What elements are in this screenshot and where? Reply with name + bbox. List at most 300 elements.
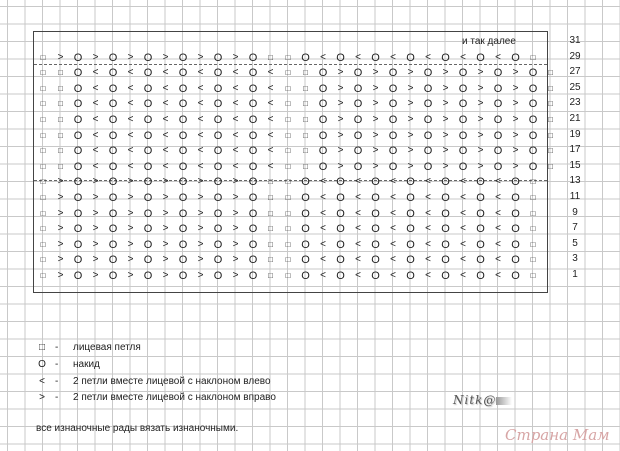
knit-stitch-symbol: □ xyxy=(58,146,63,156)
decrease-left-symbol: < xyxy=(425,51,431,63)
yarn-over-symbol: O xyxy=(248,98,258,111)
yarn-over-symbol: O xyxy=(143,82,153,95)
decrease-right-symbol: > xyxy=(337,129,344,141)
yarn-over-symbol: O xyxy=(528,67,538,80)
decrease-right-symbol: > xyxy=(512,145,519,157)
yarn-over-symbol: O xyxy=(388,160,398,173)
knit-stitch-symbol: □ xyxy=(303,130,308,140)
decrease-right-symbol: > xyxy=(197,270,204,281)
yarn-over-symbol: O xyxy=(248,192,258,204)
knit-stitch-symbol: □ xyxy=(530,177,536,187)
yarn-over-symbol: O xyxy=(406,207,415,220)
decrease-right-symbol: > xyxy=(337,145,344,157)
decrease-right-symbol: > xyxy=(162,223,169,235)
yarn-over-symbol: O xyxy=(178,51,188,64)
knit-stitch-symbol: □ xyxy=(530,255,536,265)
row-number: 5 xyxy=(572,237,578,249)
decrease-left-symbol: < xyxy=(267,82,274,94)
legend-description: лицевая петля xyxy=(73,342,141,353)
row-number: 13 xyxy=(569,175,581,187)
yarn-over-symbol: O xyxy=(108,238,118,251)
knit-stitch-symbol: □ xyxy=(40,52,46,62)
yarn-over-symbol: O xyxy=(143,270,153,282)
yarn-over-symbol: O xyxy=(423,145,433,158)
yarn-over-symbol: O xyxy=(441,254,450,267)
yarn-over-symbol: O xyxy=(336,207,345,220)
yarn-over-symbol: O xyxy=(178,238,188,251)
yarn-over-symbol: O xyxy=(213,51,223,64)
decrease-left-symbol: < xyxy=(92,145,99,157)
knit-stitch-symbol: □ xyxy=(268,271,273,280)
decrease-left-symbol: < xyxy=(355,51,361,63)
yarn-over-symbol: O xyxy=(108,98,118,111)
decrease-left-symbol: < xyxy=(320,51,326,63)
decrease-right-symbol: > xyxy=(197,192,204,203)
yarn-over-symbol: O xyxy=(511,223,520,236)
decrease-left-symbol: < xyxy=(232,114,239,125)
decrease-left-symbol: < xyxy=(425,207,431,219)
yarn-over-symbol: O xyxy=(423,114,433,126)
yarn-over-symbol: O xyxy=(318,67,328,80)
decrease-right-symbol: > xyxy=(127,176,134,188)
decrease-right-symbol: > xyxy=(92,238,99,250)
yarn-over-symbol: O xyxy=(406,238,415,251)
yarn-over-symbol: O xyxy=(213,223,223,236)
yarn-over-symbol: O xyxy=(248,270,258,282)
decrease-left-symbol: < xyxy=(162,67,169,79)
decrease-right-symbol: > xyxy=(127,207,134,219)
knit-stitch-symbol: □ xyxy=(40,130,46,140)
legend-dash: - xyxy=(55,392,59,403)
yarn-over-symbol: O xyxy=(493,82,503,95)
yarn-over-symbol: O xyxy=(213,207,223,220)
yarn-over-symbol: O xyxy=(441,270,450,282)
decrease-left-symbol: < xyxy=(355,207,361,219)
knit-stitch-symbol: □ xyxy=(58,115,63,124)
knit-stitch-symbol: □ xyxy=(303,161,308,171)
row-number: 15 xyxy=(569,159,581,171)
decrease-right-symbol: > xyxy=(442,160,449,172)
yarn-over-symbol: O xyxy=(371,223,380,236)
yarn-over-symbol: O xyxy=(441,192,450,204)
yarn-over-symbol: O xyxy=(301,176,310,189)
knit-stitch-symbol: □ xyxy=(548,99,553,109)
yarn-over-symbol: O xyxy=(423,82,433,95)
knit-stitch-symbol: □ xyxy=(268,255,273,265)
yarn-over-symbol: O xyxy=(73,238,83,251)
yarn-over-symbol: O xyxy=(143,160,153,173)
yarn-over-symbol: O xyxy=(248,145,258,158)
yarn-over-symbol: O xyxy=(73,114,83,126)
decrease-left-symbol: < xyxy=(425,270,431,281)
knit-stitch-symbol: □ xyxy=(303,99,308,109)
yarn-over-symbol: O xyxy=(178,192,188,204)
knit-stitch-symbol: □ xyxy=(303,83,308,93)
decrease-right-symbol: > xyxy=(57,176,64,188)
decrease-left-symbol: < xyxy=(390,254,396,266)
knit-stitch-symbol: □ xyxy=(40,239,46,249)
yarn-over-symbol: O xyxy=(511,270,520,282)
decrease-left-symbol: < xyxy=(390,238,396,250)
yarn-over-symbol: O xyxy=(511,192,520,204)
knit-stitch-symbol: □ xyxy=(40,271,46,280)
yarn-over-symbol: O xyxy=(108,114,118,126)
decrease-right-symbol: > xyxy=(407,160,414,172)
yarn-over-symbol: O xyxy=(423,98,433,111)
yarn-over-symbol: O xyxy=(476,270,485,282)
knit-stitch-symbol: □ xyxy=(40,161,46,171)
decrease-left-symbol: < xyxy=(162,129,169,141)
row-number: 3 xyxy=(572,253,578,265)
yarn-over-symbol: O xyxy=(493,67,503,80)
decrease-left-symbol: < xyxy=(92,82,99,94)
yarn-over-symbol: O xyxy=(441,238,450,251)
decrease-left-symbol: < xyxy=(355,176,361,188)
yarn-over-symbol: O xyxy=(528,160,538,173)
yarn-over-symbol: O xyxy=(248,114,258,126)
decrease-left-symbol: < xyxy=(320,192,326,203)
yarn-over-symbol: O xyxy=(458,129,468,142)
yarn-over-symbol: O xyxy=(318,98,328,111)
decrease-left-symbol: < xyxy=(127,82,134,94)
legend-dash: - xyxy=(55,376,59,387)
decrease-left-symbol: < xyxy=(267,129,274,141)
decrease-left-symbol: < xyxy=(460,192,466,203)
yarn-over-symbol: O xyxy=(178,223,188,236)
decrease-left-symbol: < xyxy=(495,223,501,235)
knit-stitch-symbol: □ xyxy=(285,255,291,265)
yarn-over-symbol: O xyxy=(406,192,415,204)
decrease-right-symbol: > xyxy=(512,98,519,110)
yarn-over-symbol: O xyxy=(353,160,363,173)
knit-stitch-symbol: □ xyxy=(285,130,291,140)
yarn-over-symbol: O xyxy=(108,145,118,158)
decrease-left-symbol: < xyxy=(355,254,361,266)
yarn-over-symbol: O xyxy=(388,129,398,142)
yarn-over-symbol: O xyxy=(423,160,433,173)
decrease-right-symbol: > xyxy=(232,192,239,203)
decrease-left-symbol: < xyxy=(460,176,466,188)
decrease-left-symbol: < xyxy=(127,145,134,157)
knit-stitch-symbol: □ xyxy=(303,115,308,124)
yarn-over-symbol: O xyxy=(143,114,153,126)
yarn-over-symbol: O xyxy=(301,51,310,64)
decrease-left-symbol: < xyxy=(390,207,396,219)
knitting-chart xyxy=(33,31,553,293)
knit-stitch-symbol: □ xyxy=(40,193,46,202)
yarn-over-symbol: O xyxy=(336,270,345,282)
yarn-over-symbol: O xyxy=(178,98,188,111)
decrease-right-symbol: > xyxy=(92,254,99,266)
legend-dash: - xyxy=(55,342,59,353)
decrease-right-symbol: > xyxy=(57,270,64,281)
yarn-over-symbol: O xyxy=(178,114,188,126)
yarn-over-symbol: O xyxy=(143,51,153,64)
decrease-left-symbol: < xyxy=(390,192,396,203)
yarn-over-symbol: O xyxy=(108,51,118,64)
yarn-over-symbol: O xyxy=(178,67,188,80)
decrease-left-symbol: < xyxy=(197,98,204,110)
yarn-over-symbol: O xyxy=(73,98,83,111)
decrease-right-symbol: > xyxy=(232,51,239,63)
decrease-right-symbol: > xyxy=(372,98,379,110)
legend-symbol: < xyxy=(39,376,45,387)
yarn-over-symbol: O xyxy=(143,67,153,80)
decrease-left-symbol: < xyxy=(495,254,501,266)
decrease-right-symbol: > xyxy=(512,82,519,94)
yarn-over-symbol: O xyxy=(108,270,118,282)
decrease-right-symbol: > xyxy=(57,51,64,63)
decrease-right-symbol: > xyxy=(127,238,134,250)
decrease-right-symbol: > xyxy=(92,176,99,188)
yarn-over-symbol: O xyxy=(353,145,363,158)
decrease-left-symbol: < xyxy=(355,270,361,281)
yarn-over-symbol: O xyxy=(73,160,83,173)
knit-stitch-symbol: □ xyxy=(40,83,46,93)
yarn-over-symbol: O xyxy=(213,98,223,111)
yarn-over-symbol: O xyxy=(301,192,310,204)
yarn-over-symbol: O xyxy=(178,207,188,220)
decrease-left-symbol: < xyxy=(355,223,361,235)
yarn-over-symbol: O xyxy=(458,67,468,80)
decrease-right-symbol: > xyxy=(162,238,169,250)
decrease-right-symbol: > xyxy=(337,114,344,125)
yarn-over-symbol: O xyxy=(108,67,118,80)
yarn-over-symbol: O xyxy=(108,192,118,204)
decrease-left-symbol: < xyxy=(460,254,466,266)
knit-stitch-symbol: □ xyxy=(58,68,63,78)
legend-description: 2 петли вместе лицевой с наклоном вправо xyxy=(73,392,276,403)
yarn-over-symbol: O xyxy=(213,67,223,80)
decrease-right-symbol: > xyxy=(477,160,484,172)
yarn-over-symbol: O xyxy=(493,114,503,126)
decrease-right-symbol: > xyxy=(407,67,414,79)
row-number: 19 xyxy=(569,128,581,140)
yarn-over-symbol: O xyxy=(458,114,468,126)
yarn-over-symbol: O xyxy=(73,254,83,267)
yarn-over-symbol: O xyxy=(458,82,468,95)
yarn-over-symbol: O xyxy=(73,67,83,80)
yarn-over-symbol: O xyxy=(441,207,450,220)
yarn-over-symbol: O xyxy=(143,207,153,220)
decrease-left-symbol: < xyxy=(197,145,204,157)
legend-symbol: □ xyxy=(38,342,46,353)
yarn-over-symbol: O xyxy=(213,145,223,158)
decrease-left-symbol: < xyxy=(127,160,134,172)
decrease-right-symbol: > xyxy=(57,192,64,203)
knit-stitch-symbol: □ xyxy=(530,239,536,249)
yarn-over-symbol: O xyxy=(423,129,433,142)
yarn-over-symbol: O xyxy=(213,254,223,267)
knit-stitch-symbol: □ xyxy=(40,255,46,265)
decrease-right-symbol: > xyxy=(477,82,484,94)
decrease-left-symbol: < xyxy=(495,51,501,63)
yarn-over-symbol: O xyxy=(143,129,153,142)
decrease-left-symbol: < xyxy=(92,67,99,79)
yarn-over-symbol: O xyxy=(178,176,188,189)
yarn-over-symbol: O xyxy=(73,192,83,204)
decrease-right-symbol: > xyxy=(372,145,379,157)
decrease-right-symbol: > xyxy=(162,176,169,188)
decrease-left-symbol: < xyxy=(320,270,326,281)
decrease-left-symbol: < xyxy=(162,160,169,172)
decrease-left-symbol: < xyxy=(162,145,169,157)
yarn-over-symbol: O xyxy=(213,238,223,251)
legend-dash: - xyxy=(55,359,59,370)
legend-symbol: O xyxy=(38,359,46,370)
decrease-right-symbol: > xyxy=(337,82,344,94)
decrease-right-symbol: > xyxy=(407,129,414,141)
decrease-right-symbol: > xyxy=(442,82,449,94)
decrease-left-symbol: < xyxy=(425,254,431,266)
yarn-over-symbol: O xyxy=(301,223,310,236)
decrease-left-symbol: < xyxy=(232,145,239,157)
knit-stitch-symbol: □ xyxy=(285,115,291,124)
yarn-over-symbol: O xyxy=(318,160,328,173)
decrease-left-symbol: < xyxy=(320,176,326,188)
yarn-over-symbol: O xyxy=(353,114,363,126)
yarn-over-symbol: O xyxy=(143,238,153,251)
decrease-left-symbol: < xyxy=(197,160,204,172)
decrease-right-symbol: > xyxy=(477,129,484,141)
yarn-over-symbol: O xyxy=(388,114,398,126)
yarn-over-symbol: O xyxy=(248,51,258,64)
decrease-right-symbol: > xyxy=(442,98,449,110)
yarn-over-symbol: O xyxy=(458,145,468,158)
knit-stitch-symbol: □ xyxy=(268,193,273,202)
yarn-over-symbol: O xyxy=(213,192,223,204)
yarn-over-symbol: O xyxy=(248,176,258,189)
yarn-over-symbol: O xyxy=(406,254,415,267)
decrease-right-symbol: > xyxy=(127,270,134,281)
yarn-over-symbol: O xyxy=(353,67,363,80)
legend-description: 2 петли вместе лицевой с наклоном влево xyxy=(73,376,271,387)
knit-stitch-symbol: □ xyxy=(40,115,46,124)
legend-description: накид xyxy=(73,359,100,370)
yarn-over-symbol: O xyxy=(318,82,328,95)
yarn-over-symbol: O xyxy=(406,270,415,282)
decrease-right-symbol: > xyxy=(442,114,449,125)
decrease-right-symbol: > xyxy=(162,192,169,203)
yarn-over-symbol: O xyxy=(143,223,153,236)
yarn-over-symbol: O xyxy=(441,223,450,236)
yarn-over-symbol: O xyxy=(73,145,83,158)
yarn-over-symbol: O xyxy=(511,207,520,220)
yarn-over-symbol: O xyxy=(178,254,188,267)
yarn-over-symbol: O xyxy=(73,129,83,142)
yarn-over-symbol: O xyxy=(476,207,485,220)
yarn-over-symbol: O xyxy=(73,207,83,220)
yarn-over-symbol: O xyxy=(511,254,520,267)
decrease-left-symbol: < xyxy=(162,98,169,110)
knit-stitch-symbol: □ xyxy=(58,130,63,140)
knit-stitch-symbol: □ xyxy=(285,271,291,280)
yarn-over-symbol: O xyxy=(248,254,258,267)
knit-stitch-symbol: □ xyxy=(58,161,63,171)
yarn-over-symbol: O xyxy=(476,192,485,204)
yarn-over-symbol: O xyxy=(493,129,503,142)
decrease-right-symbol: > xyxy=(477,114,484,125)
decrease-left-symbol: < xyxy=(495,176,501,188)
yarn-over-symbol: O xyxy=(248,82,258,95)
knit-stitch-symbol: □ xyxy=(530,271,536,280)
knit-stitch-symbol: □ xyxy=(530,52,536,62)
yarn-over-symbol: O xyxy=(213,114,223,126)
yarn-over-symbol: O xyxy=(371,192,380,204)
decrease-left-symbol: < xyxy=(425,238,431,250)
decrease-left-symbol: < xyxy=(495,270,501,281)
knit-stitch-symbol: □ xyxy=(268,239,273,249)
yarn-over-symbol: O xyxy=(301,254,310,267)
decrease-right-symbol: > xyxy=(372,67,379,79)
decrease-left-symbol: < xyxy=(127,129,134,141)
decrease-left-symbol: < xyxy=(495,207,501,219)
yarn-over-symbol: O xyxy=(353,129,363,142)
yarn-over-symbol: O xyxy=(371,51,380,64)
decrease-right-symbol: > xyxy=(442,67,449,79)
decrease-right-symbol: > xyxy=(162,254,169,266)
decrease-right-symbol: > xyxy=(512,129,519,141)
knit-stitch-symbol: □ xyxy=(285,224,291,234)
knit-stitch-symbol: □ xyxy=(548,146,553,156)
yarn-over-symbol: O xyxy=(301,270,310,282)
yarn-over-symbol: O xyxy=(318,129,328,142)
knit-stitch-symbol: □ xyxy=(548,115,553,124)
decrease-right-symbol: > xyxy=(337,160,344,172)
decrease-right-symbol: > xyxy=(127,223,134,235)
yarn-over-symbol: O xyxy=(353,98,363,111)
yarn-over-symbol: O xyxy=(73,51,83,64)
decrease-right-symbol: > xyxy=(372,114,379,125)
yarn-over-symbol: O xyxy=(248,160,258,173)
yarn-over-symbol: O xyxy=(143,192,153,204)
decrease-right-symbol: > xyxy=(197,176,204,188)
decrease-left-symbol: < xyxy=(92,114,99,125)
yarn-over-symbol: O xyxy=(441,51,450,64)
knit-stitch-symbol: □ xyxy=(285,146,291,156)
decrease-left-symbol: < xyxy=(460,51,466,63)
decrease-right-symbol: > xyxy=(57,238,64,250)
decrease-right-symbol: > xyxy=(232,176,239,188)
knit-stitch-symbol: □ xyxy=(548,161,553,171)
decrease-left-symbol: < xyxy=(232,67,239,79)
yarn-over-symbol: O xyxy=(248,207,258,220)
decrease-right-symbol: > xyxy=(232,254,239,266)
decrease-left-symbol: < xyxy=(197,129,204,141)
yarn-over-symbol: O xyxy=(178,160,188,173)
decrease-left-symbol: < xyxy=(92,98,99,110)
yarn-over-symbol: O xyxy=(371,176,380,189)
yarn-over-symbol: O xyxy=(528,98,538,111)
yarn-over-symbol: O xyxy=(406,176,415,189)
decrease-left-symbol: < xyxy=(460,270,466,281)
decrease-left-symbol: < xyxy=(390,270,396,281)
decrease-right-symbol: > xyxy=(197,51,204,63)
decrease-right-symbol: > xyxy=(92,51,99,63)
decrease-left-symbol: < xyxy=(162,82,169,94)
decrease-left-symbol: < xyxy=(495,238,501,250)
yarn-over-symbol: O xyxy=(353,82,363,95)
yarn-over-symbol: O xyxy=(73,270,83,282)
yarn-over-symbol: O xyxy=(476,176,485,189)
yarn-over-symbol: O xyxy=(458,160,468,173)
knit-stitch-symbol: □ xyxy=(285,99,291,109)
legend-symbol: > xyxy=(39,392,45,403)
decrease-right-symbol: > xyxy=(407,82,414,94)
yarn-over-symbol: O xyxy=(143,254,153,267)
yarn-over-symbol: O xyxy=(528,129,538,142)
yarn-over-symbol: O xyxy=(423,67,433,80)
